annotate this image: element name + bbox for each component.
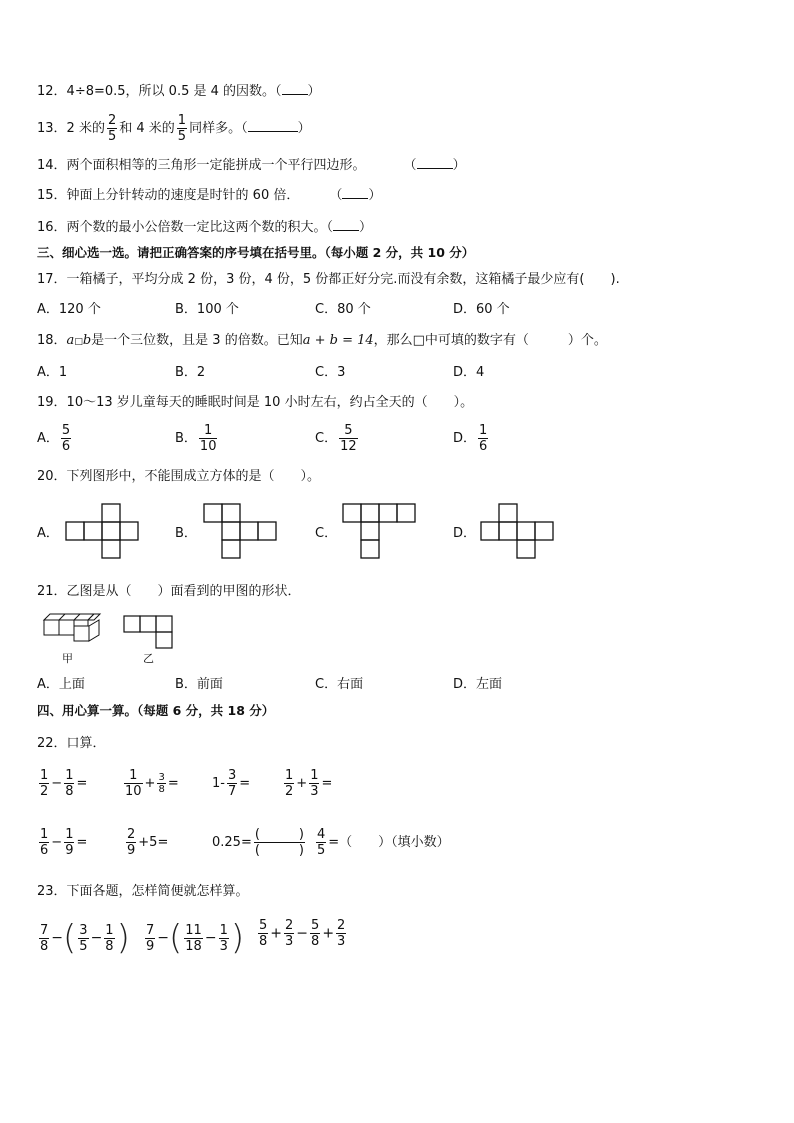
option-c[interactable]: C．3	[315, 365, 346, 380]
option-b[interactable]: B．100 个	[175, 302, 239, 317]
option-d[interactable]: D． $\frac{1}{6}$	[453, 423, 488, 454]
option-b[interactable]: B． $\frac{1}{10}$	[175, 423, 217, 454]
question-16: 16．两个数的最小公倍数一定比这两个数的积大。（ ）	[37, 220, 373, 235]
option-d[interactable]: D．4	[453, 365, 485, 380]
option-d-label[interactable]: D．	[453, 526, 477, 541]
oral-calc-8: $\frac{4}{5}$ =（ ）（填小数）	[317, 827, 450, 858]
question-12-text: 12．4÷8=0.5，所以 0.5 是 4 的因数。（	[37, 84, 282, 99]
answer-blank-12[interactable]	[282, 82, 308, 95]
answer-blank-15[interactable]	[342, 186, 368, 199]
fraction: $\frac{1}{5}$	[177, 113, 187, 144]
question-15: 15．钟面上分针转动的速度是时针的 60 倍． （ ）	[37, 188, 382, 203]
oral-calc-5: $\frac{1}{6}$ − $\frac{1}{9}$ =	[40, 827, 88, 858]
option-a[interactable]: A． $\frac{5}{6}$	[37, 423, 71, 454]
question-14: 14．两个面积相等的三角形一定能拼成一个平行四边形。 （ ）	[37, 158, 466, 173]
option-c-label[interactable]: C．	[315, 526, 338, 541]
oral-calc-4: $\frac{1}{2}$ + $\frac{1}{3}$ =	[285, 768, 333, 799]
question-22-title: 22．口算．	[37, 736, 106, 751]
question-19: 19．10～13 岁儿童每天的睡眠时间是 10 小时左右，约占全天的（ ）。	[37, 395, 474, 410]
question-12: 12．4÷8=0.5，所以 0.5 是 4 的因数。（ ）	[37, 84, 321, 99]
question-17: 17．一箱橘子，平均分成 2 份，3 份，4 份，5 份都正好分完.而没有余数，这箱橘子最少应有( ).	[37, 272, 620, 287]
cube-net-c	[343, 504, 423, 564]
option-c[interactable]: C．右面	[315, 677, 364, 692]
question-18: 18．a□b是一个三位数，且是 3 的倍数。已知a + b = 14，那么□中可填的数字有（ ）个。	[37, 333, 607, 348]
cube-net-a	[66, 504, 146, 560]
oral-calc-6: $\frac{2}{9}$ +5=	[127, 827, 169, 858]
option-d[interactable]: D．60 个	[453, 302, 510, 317]
oral-calc-7: 0.25= $\frac{( )}{( )}$	[212, 827, 304, 858]
cube-stack-figure	[44, 614, 106, 646]
option-a-label[interactable]: A．	[37, 526, 59, 541]
simplify-calc-3: $\frac{5}{8}$ + $\frac{2}{3}$ − $\frac{5}{8}$ + $\frac{2}{3}$	[259, 918, 346, 949]
simplify-calc-2: $\frac{7}{9}$ −( $\frac{11}{18}$ − $\frac{1}{3}$ )	[146, 918, 245, 958]
cube-net-d	[481, 504, 561, 564]
option-a[interactable]: A．120 个	[37, 302, 101, 317]
question-23-title: 23．下面各题，怎样简便就怎样算。	[37, 884, 249, 899]
option-d[interactable]: D．左面	[453, 677, 503, 692]
option-b-label[interactable]: B．	[175, 526, 197, 541]
answer-blank-13[interactable]	[248, 119, 298, 132]
option-a[interactable]: A．上面	[37, 677, 85, 692]
question-13: 13．2 米的 $\frac{2}{5}$ 和 4 米的 $\frac{1}{5}$ 同样多。（ ）	[37, 113, 311, 144]
oral-calc-1: $\frac{1}{2}$ − $\frac{1}{8}$ =	[40, 768, 88, 799]
oral-calc-2: $\frac{1}{10}$ + $\frac{3}{8}$ =	[125, 768, 179, 799]
section-4-heading: 四、用心算一算。（每题 6 分，共 18 分）	[37, 703, 275, 718]
fraction: $\frac{2}{5}$	[107, 113, 117, 144]
answer-blank-14[interactable]	[417, 156, 453, 169]
question-21: 21．乙图是从（ ）面看到的甲图的形状．	[37, 584, 301, 599]
figure-label-jia: 甲	[62, 652, 73, 665]
cube-net-b	[204, 504, 284, 564]
view-figure	[124, 616, 178, 652]
simplify-calc-1: $\frac{7}{8}$ −( $\frac{3}{5}$ − $\frac{1}{8}$ )	[40, 918, 130, 958]
option-b[interactable]: B．2	[175, 365, 206, 380]
option-c[interactable]: C．80 个	[315, 302, 371, 317]
option-b[interactable]: B．前面	[175, 677, 223, 692]
figure-label-yi: 乙	[143, 652, 154, 665]
option-c[interactable]: C． $\frac{5}{12}$	[315, 423, 357, 454]
oral-calc-3: 1- $\frac{3}{7}$ =	[212, 768, 251, 799]
question-20: 20．下列图形中，不能围成立方体的是（ ）。	[37, 469, 321, 484]
answer-blank-16[interactable]	[333, 218, 359, 231]
section-3-heading: 三、细心选一选。请把正确答案的序号填在括号里。（每小题 2 分，共 10 分）	[37, 245, 475, 260]
option-a[interactable]: A．1	[37, 365, 68, 380]
